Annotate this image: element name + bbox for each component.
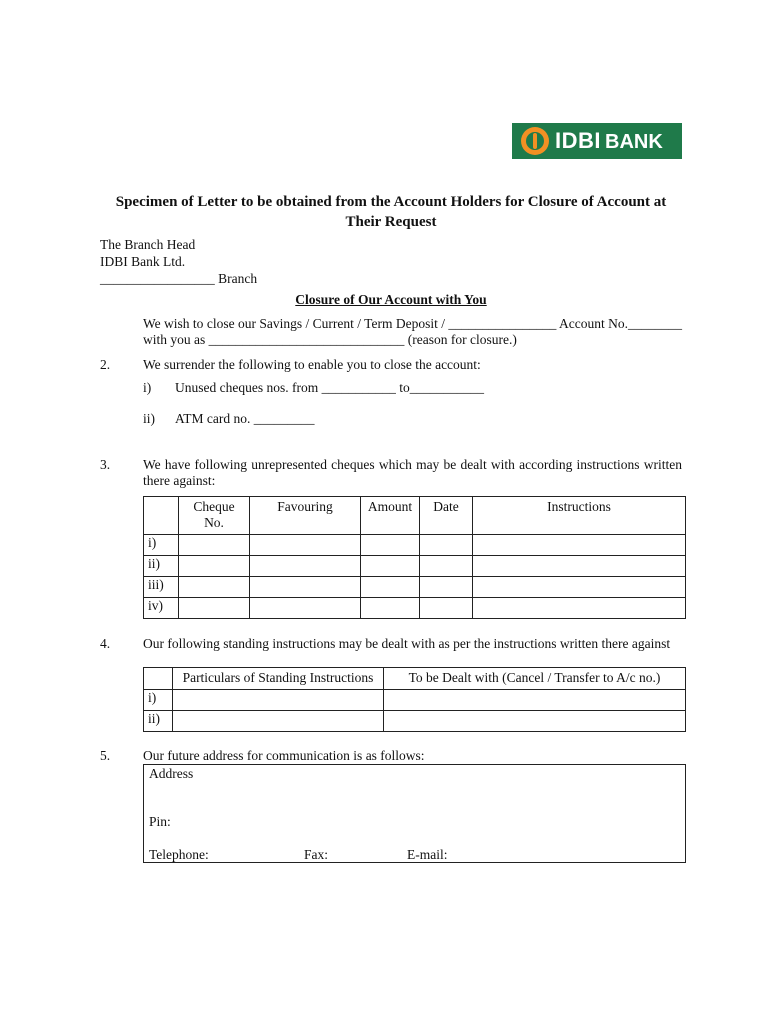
header-blank xyxy=(144,497,179,535)
atm-card-text: ATM card no. _________ xyxy=(175,411,315,426)
item-2-number: 2. xyxy=(100,357,111,372)
sub-ii-number: ii) xyxy=(143,411,155,426)
address-line-2: IDBI Bank Ltd. xyxy=(100,254,186,269)
row-label: ii) xyxy=(144,711,173,732)
instructions-cell[interactable] xyxy=(473,556,686,577)
row-label: i) xyxy=(144,535,179,556)
future-address-box[interactable] xyxy=(143,764,686,863)
header-cheque-no: Cheque No. xyxy=(179,497,250,535)
favouring-cell[interactable] xyxy=(250,598,361,619)
logo-text xyxy=(555,128,663,154)
document-title: Specimen of Letter to be obtained from the Account Holders for Closure of Account at Their Request xyxy=(115,194,667,230)
date-cell[interactable] xyxy=(420,598,473,619)
item-5-text: Our future address for communication is as follows: xyxy=(143,748,425,763)
cheque-no-cell[interactable] xyxy=(179,556,250,577)
date-cell[interactable] xyxy=(420,535,473,556)
favouring-cell[interactable] xyxy=(250,556,361,577)
table-row xyxy=(144,690,686,711)
closure-paragraph: We wish to close our Savings / Current / Term Deposit / ________________ Account No.________ with you as _____________________________ (reason for closure.) xyxy=(143,316,682,347)
amount-cell[interactable] xyxy=(361,556,420,577)
instructions-cell[interactable] xyxy=(473,577,686,598)
favouring-cell[interactable] xyxy=(250,535,361,556)
table-row xyxy=(144,577,686,598)
table-row xyxy=(144,535,686,556)
pin-label: Pin: xyxy=(149,814,171,829)
address-line-3: _________________ Branch xyxy=(100,271,258,286)
item-3-text: We have following unrepresented cheques which may be dealt with according instructions written there against: xyxy=(143,457,682,488)
header-date: Date xyxy=(420,497,473,535)
idbi-bank-logo xyxy=(512,123,682,159)
item-4-number: 4. xyxy=(100,636,111,651)
dealt-with-cell[interactable] xyxy=(384,711,686,732)
email-label: E-mail: xyxy=(407,847,448,862)
header-instructions: Instructions xyxy=(473,497,686,535)
cheques-table-header xyxy=(144,497,686,535)
table-row xyxy=(144,556,686,577)
table-row xyxy=(144,711,686,732)
idbi-emblem-icon xyxy=(521,127,549,155)
instructions-cell[interactable] xyxy=(473,598,686,619)
standing-instructions-header xyxy=(144,668,686,690)
cheque-no-cell[interactable] xyxy=(179,598,250,619)
logo-brand: IDBI xyxy=(555,128,601,153)
row-label: ii) xyxy=(144,556,179,577)
logo-word: BANK xyxy=(605,131,663,153)
row-label: iv) xyxy=(144,598,179,619)
item-3-number: 3. xyxy=(100,457,111,472)
subject-line: Closure of Our Account with You xyxy=(295,292,487,307)
unused-cheques-text: Unused cheques nos. from ___________ to___________ xyxy=(175,380,484,395)
date-cell[interactable] xyxy=(420,577,473,598)
amount-cell[interactable] xyxy=(361,577,420,598)
address-label: Address xyxy=(149,766,194,781)
item-2-sub-ii xyxy=(143,411,314,427)
amount-cell[interactable] xyxy=(361,535,420,556)
particulars-cell[interactable] xyxy=(173,690,384,711)
dealt-with-cell[interactable] xyxy=(384,690,686,711)
table-row xyxy=(144,598,686,619)
header-amount: Amount xyxy=(361,497,420,535)
header-to-be-dealt-with: To be Dealt with (Cancel / Transfer to A/c no.) xyxy=(384,668,686,690)
sub-i-number: i) xyxy=(143,380,152,395)
amount-cell[interactable] xyxy=(361,598,420,619)
telephone-label: Telephone: xyxy=(149,847,209,862)
item-2-text: We surrender the following to enable you to close the account: xyxy=(143,357,481,372)
instructions-cell[interactable] xyxy=(473,535,686,556)
cheque-no-cell[interactable] xyxy=(179,577,250,598)
address-line-1: The Branch Head xyxy=(100,237,196,252)
favouring-cell[interactable] xyxy=(250,577,361,598)
header-particulars: Particulars of Standing Instructions xyxy=(173,668,384,690)
standing-instructions-table xyxy=(143,667,686,732)
row-label: i) xyxy=(144,690,173,711)
recipient-address xyxy=(100,236,257,287)
particulars-cell[interactable] xyxy=(173,711,384,732)
item-4-text: Our following standing instructions may be dealt with as per the instructions written there against xyxy=(143,636,671,651)
fax-label: Fax: xyxy=(304,847,329,862)
item-2-sub-i xyxy=(143,380,484,396)
header-blank xyxy=(144,668,173,690)
cheques-table xyxy=(143,496,686,619)
item-5-number: 5. xyxy=(100,748,111,763)
date-cell[interactable] xyxy=(420,556,473,577)
header-favouring: Favouring xyxy=(250,497,361,535)
cheque-no-cell[interactable] xyxy=(179,535,250,556)
row-label: iii) xyxy=(144,577,179,598)
